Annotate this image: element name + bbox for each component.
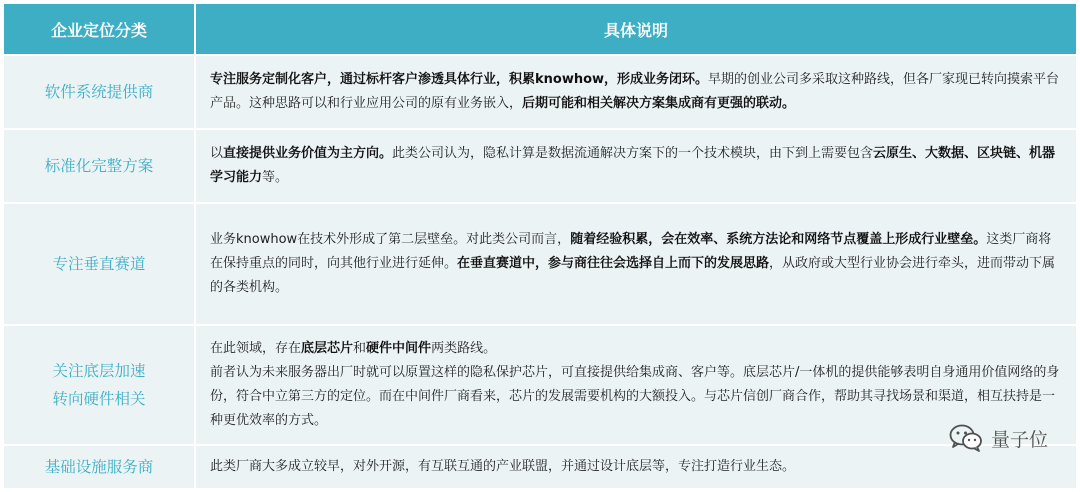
category-label: 转向硬件相关 [52,390,146,408]
body-text: 以 [210,146,224,161]
category-cell [4,326,194,444]
header-category: 企业定位分类 [4,4,194,54]
body-text: 等。 [262,170,289,185]
body-text: 此类厂商大多成立较早，对外开源，有互联互通的产业联盟，并通过设计底层等，专注打造行业生态。 [210,459,796,474]
description-paragraph [210,142,1062,190]
description-paragraph [210,68,1062,116]
emphasis-text: 直接提供业务价值为主方向。 [223,146,393,161]
description-cell [196,130,1076,202]
body-text: ，从政府或大型行业协会进行牵头，进而带动下属的各类机构。 [210,256,1056,295]
body-text: 在此领域，存在 [210,341,302,356]
wechat-icon [949,424,983,452]
emphasis-text: 随着经验积累，会在效率、系统方法论和网络节点覆盖上形成行业壁垒。 [570,232,987,247]
emphasis-text: 云原生、大数据、区块链、机器学习能力 [210,146,1056,185]
description-paragraph [210,361,1062,433]
emphasis-text: 专注服务定制化客户，通过标杆客户渗透具体行业，积累knowhow，形成业务闭环。 [210,72,709,87]
body-text: 和 [353,341,367,356]
body-text: 前者认为未来服务器出厂时就可以原置这样的隐私保护芯片，可直接提供给集成商、客户等。底层芯片/一体机的提供能够表明自身通用价值网络的身份，符合中立第三方的定位。而在中间件厂商看来，芯片的发展需要机构的大额投入。与芯片信创厂商合作，帮助其寻找场景和渠道，相互扶持是一种更优效率的方式。 [210,365,1060,428]
category-label: 专注垂直赛道 [52,255,146,273]
table-row [4,204,1076,324]
table-body [4,56,1076,488]
header-description: 具体说明 [196,4,1076,54]
body-text: 两类路线。 [431,341,497,356]
emphasis-text: 后期可能和相关解决方案集成商有更强的联动。 [522,96,796,111]
body-text: 这类厂商将在保持重点的同时，向其他行业进行延伸。 [210,232,1052,271]
category-cell [4,130,194,202]
table-header [4,4,1076,54]
category-label: 关注底层加速 [52,362,146,380]
table-row [4,56,1076,128]
description-cell [196,204,1076,324]
category-label: 标准化完整方案 [44,157,154,175]
watermark [949,424,1048,452]
body-text: 业务knowhow在技术外形成了第二层壁垒。对此类公司而言， [210,232,571,247]
category-cell [4,56,194,128]
body-text: 早期的创业公司多采取这种路线，但各厂家现已转向摸索平台产品。这种思路可以和行业应用公司的原有业务嵌入， [210,72,1060,111]
table-row [4,130,1076,202]
category-label: 软件系统提供商 [44,83,154,101]
emphasis-text: 在垂直赛道中，参与商往往会选择自上而下的发展思路 [457,256,770,271]
description-cell [196,326,1076,444]
description-cell [196,56,1076,128]
table-row [4,446,1076,488]
category-label: 基础设施服务商 [44,458,154,476]
emphasis-text: 硬件中间件 [366,341,432,356]
category-cell [4,204,194,324]
watermark-text: 量子位 [990,428,1048,451]
description-paragraph [210,337,1062,361]
description-paragraph [210,455,1062,479]
body-text: 此类公司认为，隐私计算是数据流通解决方案下的一个技术模块，由下到上需要包含 [392,146,874,161]
table-row [4,326,1076,444]
emphasis-text: 底层芯片 [301,341,354,356]
category-cell [4,446,194,488]
description-cell [196,446,1076,488]
positioning-table [4,4,1076,488]
description-paragraph [210,228,1062,300]
